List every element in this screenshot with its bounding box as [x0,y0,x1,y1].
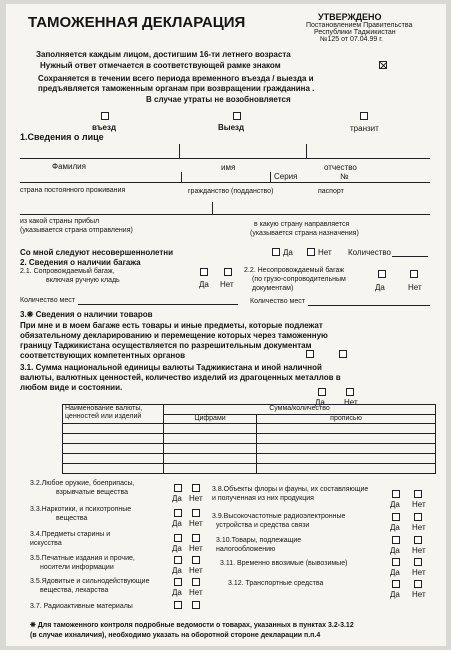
item-3-2-line-2: взрывчатые вещества [56,489,128,496]
currency-no-label: Нет [344,398,358,407]
intro-line-3: Сохраняется в течении всего периода временного въезда / выезда и [38,74,314,83]
citizenship-line [20,182,430,183]
item-3-4-no-checkbox[interactable] [192,534,200,542]
item-3-7-label: 3.7. Радиоактивные материалы [30,603,133,610]
approved-by-line-2: Республики Таджикистан [314,29,396,36]
intro-line-5: В случае утраты не возобновляется [146,95,291,104]
item-3-8-no-label: Нет [412,500,426,509]
table-row[interactable] [63,464,436,474]
table-header-digits: Цифрами [164,415,257,424]
item-3-11-no-checkbox[interactable] [414,558,422,566]
item-3-6-line-2: вещества, лекарства [40,587,109,594]
section-3-title: 3.❋ Сведения о наличии товаров [20,310,153,319]
section-3-para-1: При мне и в моем багаже есть товары и иные предметы, которые подлежат [20,321,323,330]
entry-checkbox[interactable] [101,112,109,120]
section-1-title: 1.Сведения о лице [20,132,104,142]
minors-no-label: Нет [318,248,332,257]
item-3-2-yes-label: Да [172,494,182,503]
section-3-para-3: границу Таджикистана осуществляется по разрешительным документам [20,341,312,350]
name-label: имя [221,163,236,172]
item-3-9-yes-label: Да [390,523,400,532]
item-3-5-yes-checkbox[interactable] [174,556,182,564]
item-3-8-line-1: 3.8.Объекты флоры и фауны, их составляющие [212,486,369,493]
sub-31-line-1: 3.1. Сумма национальной единицы валюты Таджикистана и иной наличной [20,363,322,372]
item-3-5-no-label: Нет [189,566,203,575]
transit-label: транзит [350,124,379,133]
customs-declaration-form [6,4,446,646]
intro-line-4: предъявляется таможенным органам при возвращении гражданина . [38,84,315,93]
item-3-6-yes-label: Да [172,588,182,597]
accompanied-yes-label: Да [199,280,209,289]
item-3-4-yes-label: Да [172,544,182,553]
item-3-5-no-checkbox[interactable] [192,556,200,564]
minors-label: Со мной следуют несовершеннолетни [20,248,174,257]
residence-country-label: страна постоянного проживания [20,187,126,194]
minors-quantity-label: Количество [348,248,391,257]
transit-checkbox[interactable] [360,112,368,120]
accompanied-no-checkbox[interactable] [224,268,232,276]
places-count-accompanied-label: Количество мест [20,297,75,304]
item-3-9-no-label: Нет [412,523,426,532]
from-country-label: из какой страны прибыл [20,218,100,225]
item-3-9-line-2: устройства и средства связи [216,522,310,529]
item-3-10-no-checkbox[interactable] [414,536,422,544]
currency-yes-label: Да [315,398,325,407]
item-3-11-label: 3.11. Временно ввозимые (вывозимые) [220,560,348,567]
item-3-3-line-2: вещества [56,515,88,522]
exit-checkbox[interactable] [233,112,241,120]
item-3-3-line-1: 3.3.Наркотики, и психотропные [30,506,132,513]
unaccompanied-line-3: документам) [252,285,294,292]
table-row[interactable] [63,434,436,444]
item-3-12-no-label: Нет [412,590,426,599]
unaccompanied-line-1: 2.2. Несопровождаемый багаж [244,267,345,274]
footnote-line-2: (в случае ихналичия), необходимо указать на оборотной стороне декларации п.п.4 [30,632,321,639]
to-country-hint: (указывается страна назначения) [250,230,359,237]
item-3-2-no-label: Нет [189,494,203,503]
item-3-4-line-2: искусства [30,540,62,547]
exit-label: Выезд [218,123,245,132]
accompanied-line-1: 2.1. Сопровождаемый багаж, [20,268,115,275]
section-2-title: 2. Сведения о наличии багажа [20,258,141,267]
item-3-10-line-1: 3.10.Товары, подлежащие [216,537,302,544]
entry-label: въезд [92,123,117,132]
approved-by-line-1: Постановлением Правительства [306,22,413,29]
item-3-8-line-2: и полученная из них продукция [212,495,314,502]
passport-label: паспорт [318,188,344,195]
table-row[interactable] [63,424,436,434]
item-3-3-no-label: Нет [189,519,203,528]
unaccompanied-yes-label: Да [375,283,385,292]
unaccompanied-no-label: Нет [408,283,422,292]
mark-sign-example [379,61,387,69]
item-3-9-line-1: 3.9.Высокочастотные радиоэлектронные [212,513,346,520]
item-3-12-yes-checkbox[interactable] [392,580,400,588]
places-count-unaccompanied-label: Количество мест [250,298,305,305]
item-3-6-no-label: Нет [189,588,203,597]
item-3-5-line-1: 3.5.Печатные издания и прочие, [30,555,135,562]
table-row[interactable] [63,444,436,454]
item-3-10-line-2: налогообложению [216,546,276,553]
item-3-6-yes-checkbox[interactable] [174,578,182,586]
sub-31-line-3: любом виде и состоянии. [20,383,123,392]
item-3-6-no-checkbox[interactable] [192,578,200,586]
currency-no-checkbox[interactable] [346,388,354,396]
item-3-5-line-2: носители информации [40,564,114,571]
form-title: ТАМОЖЕННАЯ ДЕКЛАРАЦИЯ [28,14,246,31]
item-3-3-no-checkbox[interactable] [192,509,200,517]
minors-no-checkbox[interactable] [307,248,315,256]
item-3-8-yes-checkbox[interactable] [392,490,400,498]
name-line [20,158,430,159]
accompanied-no-label: Нет [220,280,234,289]
minors-yes-checkbox[interactable] [272,248,280,256]
patronymic-label: отчество [324,163,357,172]
table-header-amount: Сумма/количество [164,405,436,415]
item-3-6-line-1: 3.5.Ядовитые и сильнодействующие [30,578,150,585]
item-3-12-label: 3.12. Транспортные средства [228,580,324,587]
item-3-4-line-1: 3.4.Предметы старины и [30,531,111,538]
table-header-name: Наименование валюты, ценностей или изделий [63,405,164,424]
currency-table [62,404,436,474]
intro-line-2: Нужный ответ отмечается в соответствующей рамке знаком [40,61,281,70]
table-header-words: прописью [257,415,436,424]
accompanied-yes-checkbox[interactable] [200,268,208,276]
route-line [20,214,430,215]
item-3-9-yes-checkbox[interactable] [392,513,400,521]
item-3-12-no-checkbox[interactable] [414,580,422,588]
item-3-4-yes-checkbox[interactable] [174,534,182,542]
item-3-12-yes-label: Да [390,590,400,599]
table-row[interactable] [63,454,436,464]
item-3-11-no-label: Нет [412,568,426,577]
series-label: Серия [274,172,298,181]
item-3-8-no-checkbox[interactable] [414,490,422,498]
section-3-para-2: обязательному декларированию и перемещение которых через таможенную [20,331,328,340]
intro-line-1: Заполняется каждым лицом, достигшим 16-ти летнего возраста [36,50,291,59]
item-3-8-yes-label: Да [390,500,400,509]
currency-yes-checkbox[interactable] [318,388,326,396]
sub-31-line-2: валюты, валютных ценностей, количество изделий из драгоценных металлов в [20,373,341,382]
to-country-label: в какую страну направляется [254,221,350,228]
section-3-para-4: соответствующих компетентных органов [20,351,186,360]
surname-label: Фамилия [52,162,86,171]
item-3-3-yes-label: Да [172,519,182,528]
number-label: № [340,172,349,181]
item-3-2-no-checkbox[interactable] [192,484,200,492]
goods-no-checkbox[interactable] [339,350,347,358]
item-3-10-yes-checkbox[interactable] [392,536,400,544]
unaccompanied-yes-checkbox[interactable] [378,270,386,278]
unaccompanied-line-2: (по грузо-сопроводительным [252,276,346,283]
item-3-11-yes-label: Да [390,568,400,577]
item-3-2-yes-checkbox[interactable] [174,484,182,492]
item-3-2-line-1: 3.2.Любое оружие, боеприпасы, [30,480,135,487]
goods-yes-checkbox[interactable] [306,350,314,358]
item-3-3-yes-checkbox[interactable] [174,509,182,517]
item-3-7-no-checkbox[interactable] [192,601,200,609]
item-3-9-no-checkbox[interactable] [414,513,422,521]
item-3-10-no-label: Нет [412,546,426,555]
approved-by-line-3: №125 от 07.04.99 г. [320,36,383,43]
item-3-11-yes-checkbox[interactable] [392,558,400,566]
approved-label: УТВЕРЖДЕНО [318,12,382,22]
footnote-line-1: ❋ Для таможенного контроля подробные ведомости о товарах, указанных в пунктах 3.2-3.12 [30,622,354,629]
from-country-hint: (указывается страна отправления) [20,227,133,234]
item-3-5-yes-label: Да [172,566,182,575]
citizenship-label: гражданство (подданство) [188,188,274,195]
item-3-4-no-label: Нет [189,544,203,553]
unaccompanied-no-checkbox[interactable] [410,270,418,278]
minors-yes-label: Да [283,248,293,257]
accompanied-line-2: включая ручную кладь [46,277,120,284]
item-3-7-yes-checkbox[interactable] [174,601,182,609]
item-3-10-yes-label: Да [390,546,400,555]
